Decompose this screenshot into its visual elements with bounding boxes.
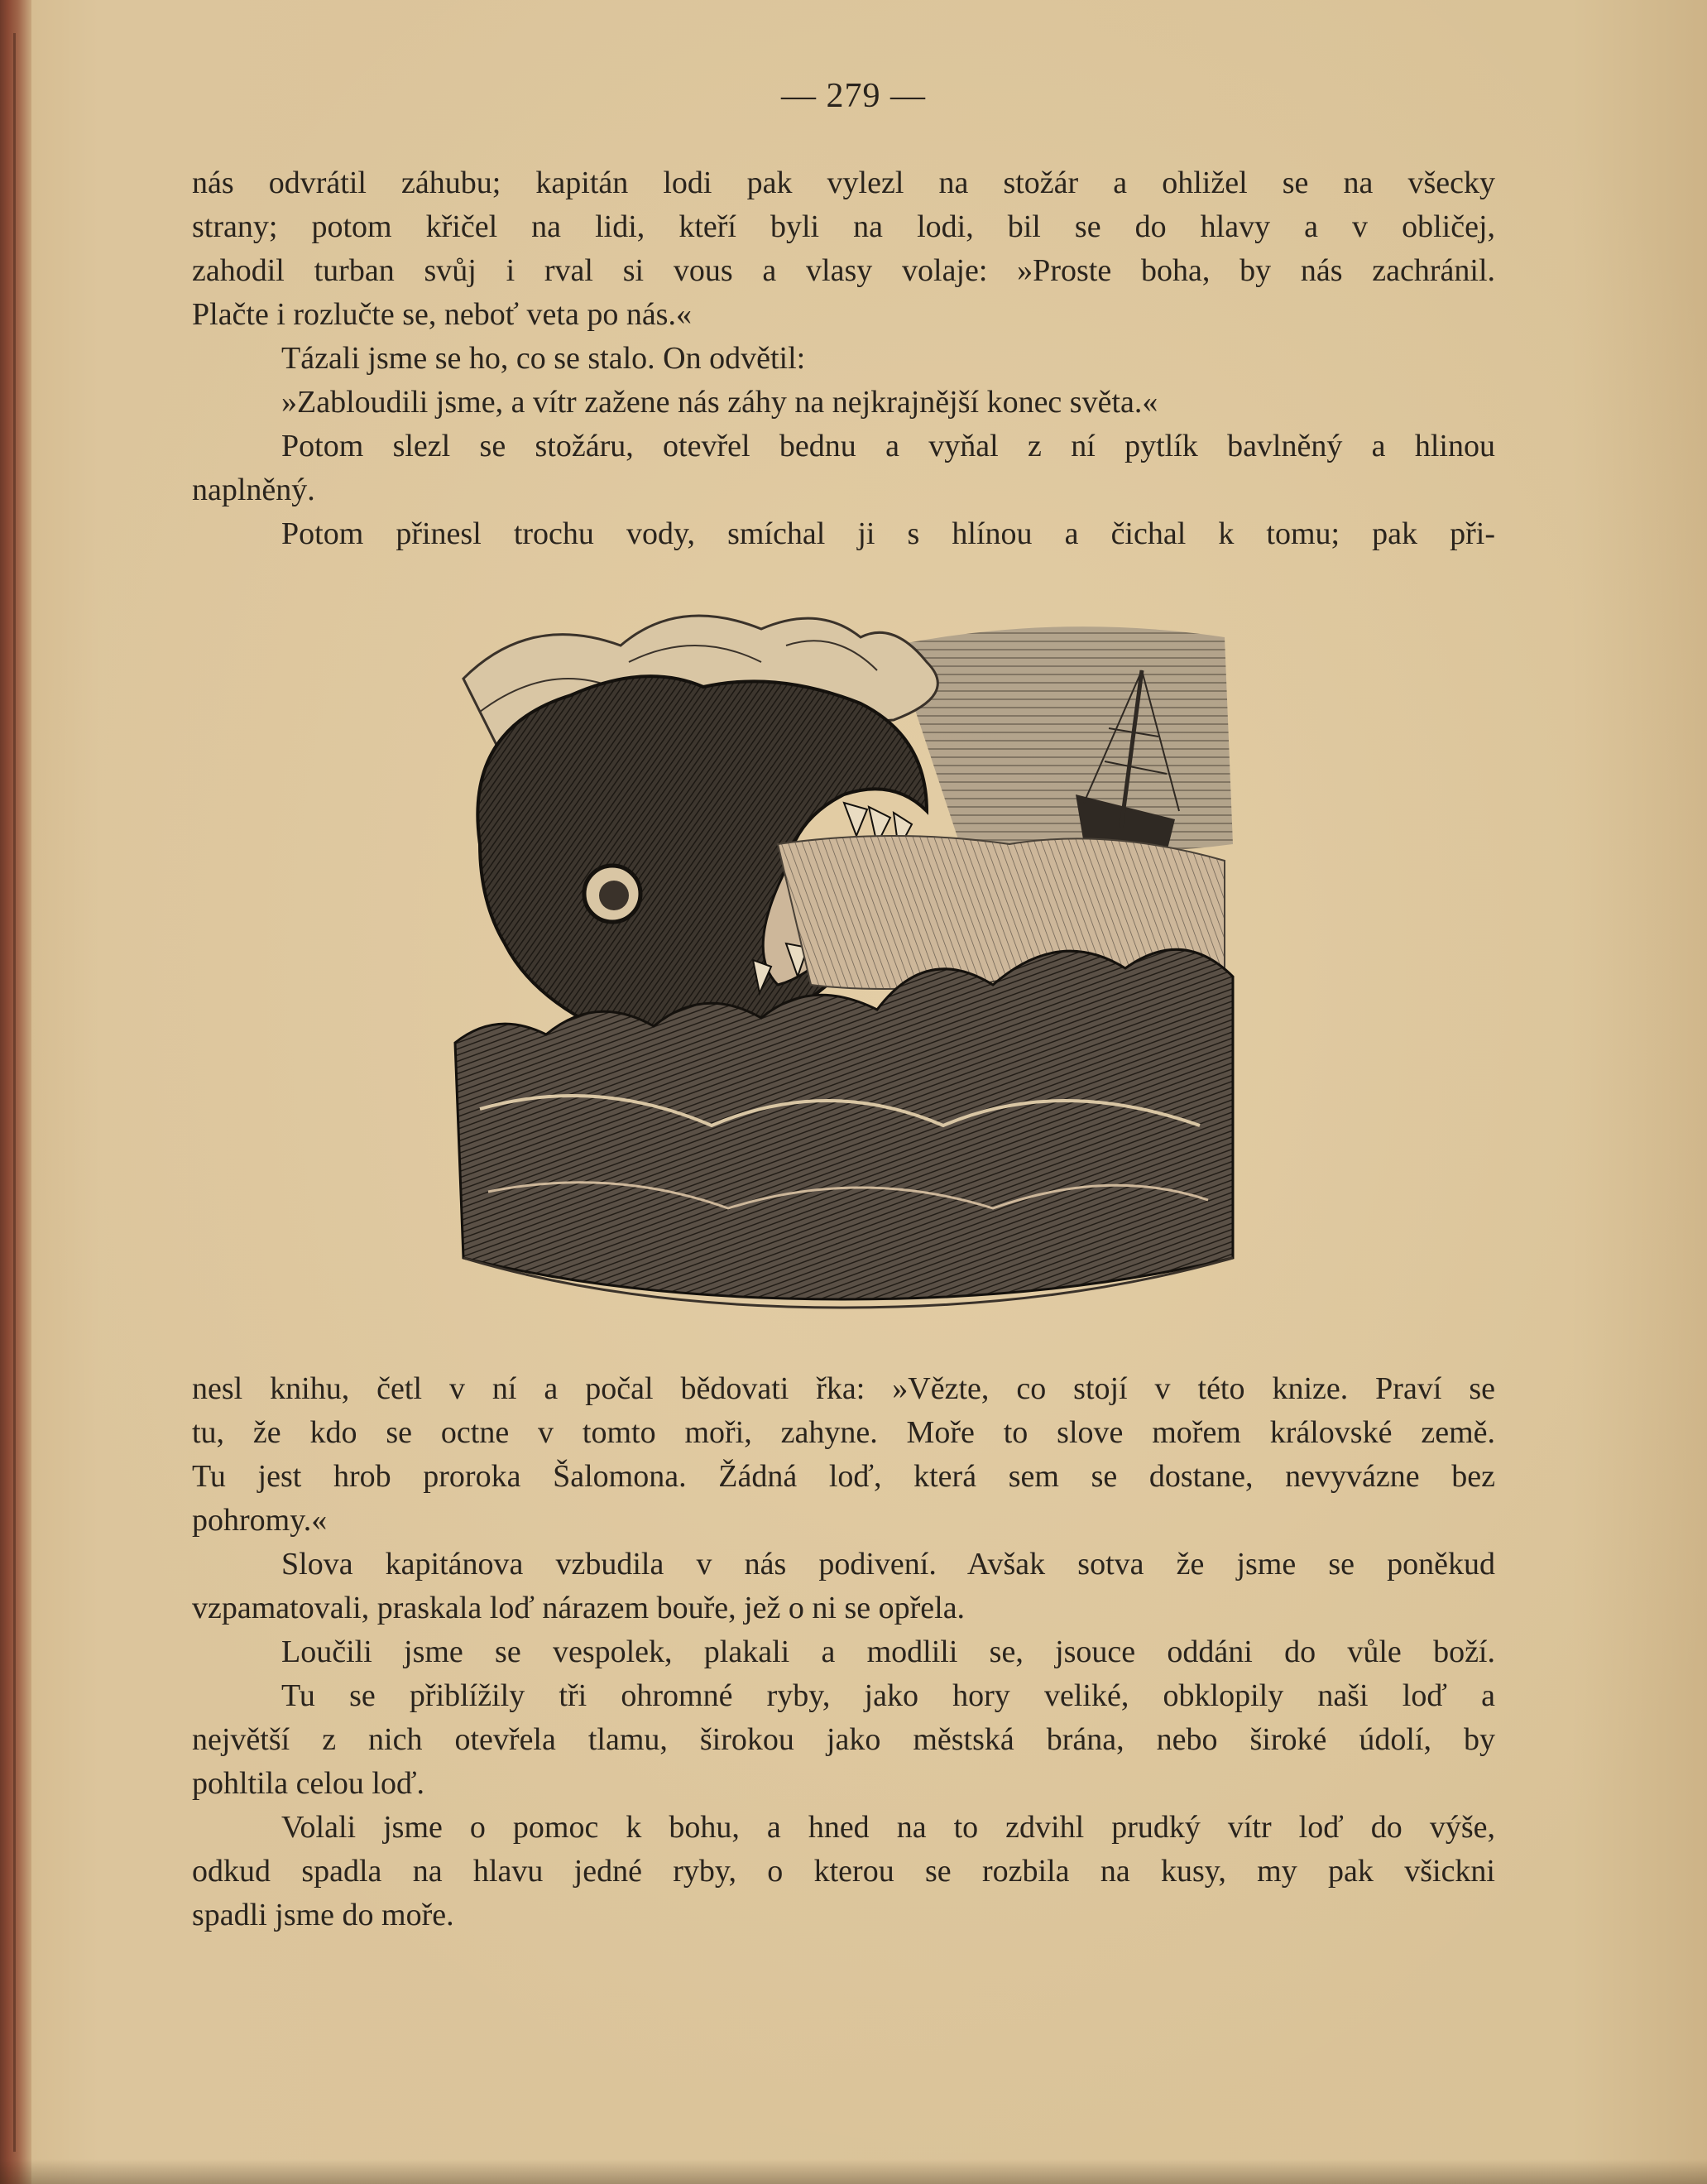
paragraph-line: Slova kapitánova vzbudila v nás podivení. Avšak sotva že jsme se poněkud: [281, 1547, 1495, 1582]
paragraph-line: nás odvrátil záhubu; kapitán lodi pak vylezl na stožár a ohližel se na všecky: [192, 166, 1495, 200]
paragraph-line: Plačte i rozlučte se, neboť veta po nás.«: [192, 297, 692, 332]
book-binding: [0, 0, 31, 2184]
paragraph-line: odkud spadla na hlavu jedné ryby, o kterou se rozbila na kusy, my pak všickni: [192, 1854, 1495, 1889]
paragraph-line: pohromy.«: [192, 1503, 328, 1538]
paragraph-line: tu, že kdo se octne v tomto moři, zahyne. Moře to slove mořem královské země.: [192, 1415, 1495, 1450]
paragraph-line: Tu se přiblížily tři ohromné ryby, jako hory veliké, obklopily naši loď a: [281, 1678, 1495, 1713]
paragraph-line: Tázali jsme se ho, co se stalo. On odvětil:: [281, 341, 806, 376]
paragraph-line: Potom přinesl trochu vody, smíchal ji s hlínou a čichal k tomu; pak při-: [281, 516, 1495, 551]
whale-ship-illustration: [430, 596, 1258, 1324]
text-block-top: [192, 161, 1495, 556]
paragraph-line: zahodil turban svůj i rval si vous a vlasy volaje: »Proste boha, by nás zachránil.: [192, 253, 1495, 288]
sky-shading: [894, 626, 1233, 852]
paragraph-line: naplněný.: [192, 473, 315, 507]
paragraph-line: největší z nich otevřela tlamu, širokou jako městská brána, nebo široké údolí, by: [192, 1722, 1495, 1757]
paragraph-line: Tu jest hrob proroka Šalomona. Žádná loď, která sem se dostane, nevyvázne bez: [192, 1459, 1495, 1494]
paragraph-line: nesl knihu, četl v ní a počal bědovati řka: »Vězte, co stojí v této knize. Praví se: [192, 1371, 1495, 1406]
paragraph-line: Volali jsme o pomoc k bohu, a hned na to zdvihl prudký vítr loď do výše,: [281, 1810, 1495, 1845]
page-number: — 279 —: [781, 77, 926, 115]
paragraph-line: spadli jsme do moře.: [192, 1898, 454, 1932]
paragraph-line: vzpamatovali, praskala loď nárazem bouře, jež o ni se opřela.: [192, 1591, 966, 1625]
text-block-bottom: [192, 1367, 1495, 1937]
paragraph-line: pohltila celou loď.: [192, 1766, 425, 1801]
binding-stitch-line: [13, 33, 16, 2152]
paragraph-line: Potom slezl se stožáru, otevřel bednu a vyňal z ní pytlík bavlněný a hlinou: [281, 429, 1495, 463]
paragraph-line: strany; potom křičel na lidi, kteří byli na lodi, bil se do hlavy a v obličej,: [192, 209, 1495, 244]
paragraph-line: Loučili jsme se vespolek, plakali a modlili se, jsouce oddáni do vůle boží.: [281, 1634, 1495, 1669]
page-bottom-shadow: [0, 2159, 1707, 2184]
paragraph-line: »Zabloudili jsme, a vítr zažene nás záhy na nejkrajnější konec světa.«: [281, 385, 1158, 420]
